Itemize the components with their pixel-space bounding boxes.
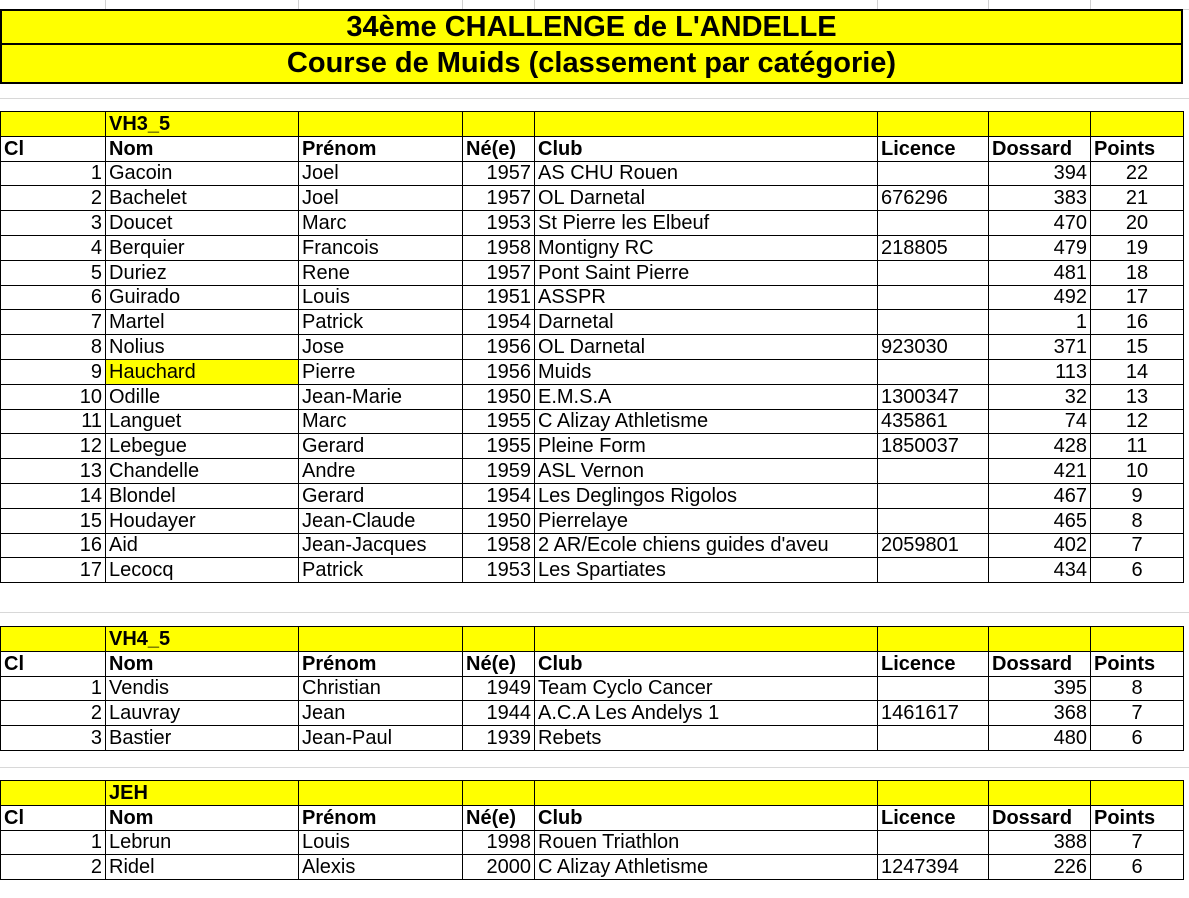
cell-dossard[interactable]: 481 [989, 260, 1091, 285]
table-row [1, 211, 1184, 236]
table-row [1, 459, 1184, 484]
cell-nom[interactable]: Nolius [106, 335, 299, 360]
cell-prenom[interactable]: Patrick [299, 558, 463, 583]
cell-prenom[interactable]: Pierre [299, 359, 463, 384]
empty-row-line [0, 612, 1189, 613]
cell-points[interactable]: 17 [1091, 285, 1184, 310]
cell-prenom[interactable]: Louis [299, 830, 463, 855]
cell-nom[interactable]: Houdayer [106, 508, 299, 533]
cell-ne[interactable]: 1950 [463, 384, 535, 409]
cell-points[interactable]: 13 [1091, 384, 1184, 409]
cell-points[interactable]: 20 [1091, 211, 1184, 236]
cell-cl[interactable]: 1 [1, 161, 106, 186]
table-row [1, 359, 1184, 384]
cell-points[interactable]: 7 [1091, 830, 1184, 855]
table-row [1, 285, 1184, 310]
cell-points[interactable]: 14 [1091, 359, 1184, 384]
cell-dossard[interactable]: 479 [989, 235, 1091, 260]
cell-points[interactable]: 6 [1091, 855, 1184, 880]
cell-licence[interactable] [878, 830, 989, 855]
cell-ne[interactable]: 1955 [463, 434, 535, 459]
cell-ne[interactable]: 1957 [463, 186, 535, 211]
cell-ne[interactable]: 1958 [463, 533, 535, 558]
cell-club[interactable]: ASL Vernon [535, 459, 878, 484]
cell-prenom[interactable]: Alexis [299, 855, 463, 880]
cell-club[interactable]: Montigny RC [535, 235, 878, 260]
cell-nom[interactable]: Gacoin [106, 161, 299, 186]
cell-licence[interactable] [878, 676, 989, 701]
cell-prenom[interactable]: Jose [299, 335, 463, 360]
cell-licence[interactable] [878, 260, 989, 285]
header-licence[interactable]: Licence [878, 136, 989, 161]
header-club[interactable]: Club [535, 651, 878, 676]
band-cell[interactable] [1, 627, 106, 652]
cell-cl[interactable]: 17 [1, 558, 106, 583]
cell-nom[interactable]: Duriez [106, 260, 299, 285]
cell-licence[interactable]: 676296 [878, 186, 989, 211]
empty-row-line [0, 767, 1189, 768]
cell-prenom[interactable]: Gerard [299, 434, 463, 459]
header-prenom[interactable]: Prénom [299, 805, 463, 830]
table-row [1, 830, 1184, 855]
cell-cl[interactable]: 11 [1, 409, 106, 434]
cell-nom[interactable]: Lauvray [106, 701, 299, 726]
cell-club[interactable]: AS CHU Rouen [535, 161, 878, 186]
cell-dossard[interactable]: 434 [989, 558, 1091, 583]
cell-nom[interactable]: Lebrun [106, 830, 299, 855]
cell-dossard[interactable]: 226 [989, 855, 1091, 880]
cell-licence[interactable] [878, 726, 989, 751]
cell-cl[interactable]: 1 [1, 830, 106, 855]
band-cell[interactable] [878, 112, 989, 137]
cell-nom[interactable]: Lebegue [106, 434, 299, 459]
cell-ne[interactable]: 1998 [463, 830, 535, 855]
cell-ne[interactable]: 1949 [463, 676, 535, 701]
cell-ne[interactable]: 2000 [463, 855, 535, 880]
table-row [1, 260, 1184, 285]
header-points[interactable]: Points [1091, 651, 1184, 676]
table-row [1, 335, 1184, 360]
cell-prenom[interactable]: Gerard [299, 483, 463, 508]
cell-points[interactable]: 9 [1091, 483, 1184, 508]
band-cell[interactable] [878, 781, 989, 806]
band-cell[interactable] [989, 781, 1091, 806]
band-cell[interactable] [989, 627, 1091, 652]
header-ne[interactable]: Né(e) [463, 136, 535, 161]
header-row [1, 805, 1184, 830]
table-row [1, 310, 1184, 335]
header-dossard[interactable]: Dossard [989, 805, 1091, 830]
cell-points[interactable]: 18 [1091, 260, 1184, 285]
cell-ne[interactable]: 1956 [463, 359, 535, 384]
header-licence[interactable]: Licence [878, 805, 989, 830]
cell-points[interactable]: 22 [1091, 161, 1184, 186]
cell-ne[interactable]: 1944 [463, 701, 535, 726]
cell-prenom[interactable]: Patrick [299, 310, 463, 335]
cell-club[interactable]: OL Darnetal [535, 335, 878, 360]
cell-nom[interactable]: Vendis [106, 676, 299, 701]
cell-points[interactable]: 16 [1091, 310, 1184, 335]
cell-prenom[interactable]: Andre [299, 459, 463, 484]
cell-club[interactable]: Rebets [535, 726, 878, 751]
table-row [1, 409, 1184, 434]
cell-ne[interactable]: 1953 [463, 211, 535, 236]
cell-dossard[interactable]: 428 [989, 434, 1091, 459]
cell-cl[interactable]: 1 [1, 676, 106, 701]
cell-ne[interactable]: 1958 [463, 235, 535, 260]
header-row [1, 651, 1184, 676]
table-row [1, 186, 1184, 211]
cell-licence[interactable]: 923030 [878, 335, 989, 360]
cell-dossard[interactable]: 395 [989, 676, 1091, 701]
cell-prenom[interactable]: Jean-Marie [299, 384, 463, 409]
table-row [1, 676, 1184, 701]
table-row [1, 483, 1184, 508]
table-row [1, 855, 1184, 880]
cell-points[interactable]: 6 [1091, 558, 1184, 583]
cell-licence[interactable] [878, 483, 989, 508]
cell-dossard[interactable]: 480 [989, 726, 1091, 751]
table-row [1, 701, 1184, 726]
table-row [1, 235, 1184, 260]
header-nom[interactable]: Nom [106, 651, 299, 676]
band-cell[interactable] [1, 112, 106, 137]
cell-club[interactable]: C Alizay Athletisme [535, 855, 878, 880]
cell-licence[interactable]: 2059801 [878, 533, 989, 558]
cell-club[interactable]: Les Deglingos Rigolos [535, 483, 878, 508]
cell-licence[interactable]: 1300347 [878, 384, 989, 409]
cell-cl[interactable]: 16 [1, 533, 106, 558]
cell-nom[interactable]: Languet [106, 409, 299, 434]
cell-prenom[interactable]: Louis [299, 285, 463, 310]
cell-ne[interactable]: 1939 [463, 726, 535, 751]
cell-dossard[interactable]: 470 [989, 211, 1091, 236]
cell-nom[interactable]: Martel [106, 310, 299, 335]
cell-dossard[interactable]: 388 [989, 830, 1091, 855]
table-row [1, 726, 1184, 751]
band-cell[interactable] [535, 627, 878, 652]
header-club[interactable]: Club [535, 805, 878, 830]
band-cell[interactable] [1091, 112, 1184, 137]
cell-dossard[interactable]: 394 [989, 161, 1091, 186]
cell-prenom[interactable]: Jean [299, 701, 463, 726]
cell-dossard[interactable]: 113 [989, 359, 1091, 384]
page-subtitle: Course de Muids (classement par catégorie) [0, 43, 1183, 84]
cell-licence[interactable]: 1850037 [878, 434, 989, 459]
header-ne[interactable]: Né(e) [463, 651, 535, 676]
cell-licence[interactable] [878, 359, 989, 384]
cell-nom[interactable]: Bachelet [106, 186, 299, 211]
cell-ne[interactable]: 1955 [463, 409, 535, 434]
cell-nom[interactable]: Bastier [106, 726, 299, 751]
table-row [1, 508, 1184, 533]
cell-nom[interactable]: Ridel [106, 855, 299, 880]
header-cl[interactable]: Cl [1, 651, 106, 676]
cell-points[interactable]: 21 [1091, 186, 1184, 211]
cell-licence[interactable] [878, 310, 989, 335]
cell-club[interactable]: Pleine Form [535, 434, 878, 459]
cell-club[interactable]: Pont Saint Pierre [535, 260, 878, 285]
cell-points[interactable]: 7 [1091, 533, 1184, 558]
header-cl[interactable]: Cl [1, 136, 106, 161]
cell-licence[interactable] [878, 161, 989, 186]
header-prenom[interactable]: Prénom [299, 136, 463, 161]
cell-nom[interactable]: Odille [106, 384, 299, 409]
cell-club[interactable]: ASSPR [535, 285, 878, 310]
cell-prenom[interactable]: Christian [299, 676, 463, 701]
cell-cl[interactable]: 2 [1, 186, 106, 211]
cell-ne[interactable]: 1957 [463, 161, 535, 186]
cell-ne[interactable]: 1953 [463, 558, 535, 583]
header-points[interactable]: Points [1091, 805, 1184, 830]
band-cell[interactable] [463, 112, 535, 137]
cell-licence[interactable] [878, 285, 989, 310]
cell-ne[interactable]: 1954 [463, 483, 535, 508]
band-cell[interactable] [989, 112, 1091, 137]
cell-licence[interactable] [878, 459, 989, 484]
header-prenom[interactable]: Prénom [299, 651, 463, 676]
cell-club[interactable]: St Pierre les Elbeuf [535, 211, 878, 236]
cell-dossard[interactable]: 492 [989, 285, 1091, 310]
cell-cl[interactable]: 9 [1, 359, 106, 384]
cell-points[interactable]: 12 [1091, 409, 1184, 434]
category-table-vh4-5 [0, 626, 1184, 751]
cell-licence[interactable] [878, 211, 989, 236]
band-cell[interactable] [463, 781, 535, 806]
cell-points[interactable]: 6 [1091, 726, 1184, 751]
band-cell[interactable] [299, 781, 463, 806]
cell-nom[interactable]: Aid [106, 533, 299, 558]
cell-nom[interactable]: Chandelle [106, 459, 299, 484]
category-band-row [1, 781, 1184, 806]
cell-cl[interactable]: 4 [1, 235, 106, 260]
cell-points[interactable]: 8 [1091, 508, 1184, 533]
cell-dossard[interactable]: 1 [989, 310, 1091, 335]
cell-nom[interactable]: Lecocq [106, 558, 299, 583]
cell-cl[interactable]: 6 [1, 285, 106, 310]
cell-prenom[interactable]: Rene [299, 260, 463, 285]
cell-nom[interactable]: Guirado [106, 285, 299, 310]
cell-prenom[interactable]: Marc [299, 211, 463, 236]
category-name[interactable]: VH4_5 [106, 627, 299, 652]
cell-dossard[interactable]: 402 [989, 533, 1091, 558]
cell-club[interactable]: OL Darnetal [535, 186, 878, 211]
cell-club[interactable]: Rouen Triathlon [535, 830, 878, 855]
header-ne[interactable]: Né(e) [463, 805, 535, 830]
category-band-row [1, 112, 1184, 137]
band-cell[interactable] [463, 627, 535, 652]
cell-cl[interactable]: 12 [1, 434, 106, 459]
category-name[interactable]: VH3_5 [106, 112, 299, 137]
table-row [1, 533, 1184, 558]
cell-club[interactable]: 2 AR/Ecole chiens guides d'aveu [535, 533, 878, 558]
cell-dossard[interactable]: 371 [989, 335, 1091, 360]
cell-prenom[interactable]: Jean-Jacques [299, 533, 463, 558]
cell-points[interactable]: 10 [1091, 459, 1184, 484]
cell-club[interactable]: E.M.S.A [535, 384, 878, 409]
cell-licence[interactable]: 1461617 [878, 701, 989, 726]
cell-club[interactable]: Muids [535, 359, 878, 384]
cell-cl[interactable]: 2 [1, 701, 106, 726]
category-table-jeh [0, 780, 1184, 880]
header-club[interactable]: Club [535, 136, 878, 161]
cell-dossard[interactable]: 421 [989, 459, 1091, 484]
empty-row-line [0, 98, 1189, 99]
cell-ne[interactable]: 1959 [463, 459, 535, 484]
cell-club[interactable]: Team Cyclo Cancer [535, 676, 878, 701]
table-row [1, 384, 1184, 409]
cell-ne[interactable]: 1957 [463, 260, 535, 285]
cell-points[interactable]: 8 [1091, 676, 1184, 701]
cell-points[interactable]: 11 [1091, 434, 1184, 459]
band-cell[interactable] [535, 112, 878, 137]
cell-dossard[interactable]: 465 [989, 508, 1091, 533]
cell-cl[interactable]: 2 [1, 855, 106, 880]
band-cell[interactable] [299, 627, 463, 652]
cell-licence[interactable] [878, 558, 989, 583]
cell-prenom[interactable]: Marc [299, 409, 463, 434]
band-cell[interactable] [878, 627, 989, 652]
cell-prenom[interactable]: Francois [299, 235, 463, 260]
cell-club[interactable]: Les Spartiates [535, 558, 878, 583]
cell-nom[interactable]: Doucet [106, 211, 299, 236]
header-nom[interactable]: Nom [106, 136, 299, 161]
cell-dossard[interactable]: 467 [989, 483, 1091, 508]
cell-licence[interactable]: 218805 [878, 235, 989, 260]
cell-cl[interactable]: 13 [1, 459, 106, 484]
cell-cl[interactable]: 15 [1, 508, 106, 533]
header-row [1, 136, 1184, 161]
band-cell[interactable] [535, 781, 878, 806]
cell-ne[interactable]: 1951 [463, 285, 535, 310]
category-name[interactable]: JEH [106, 781, 299, 806]
cell-points[interactable]: 19 [1091, 235, 1184, 260]
cell-licence[interactable]: 1247394 [878, 855, 989, 880]
cell-prenom[interactable]: Jean-Claude [299, 508, 463, 533]
cell-club[interactable]: C Alizay Athletisme [535, 409, 878, 434]
cell-dossard[interactable]: 32 [989, 384, 1091, 409]
table-row [1, 558, 1184, 583]
cell-club[interactable]: Pierrelaye [535, 508, 878, 533]
table-row [1, 434, 1184, 459]
cell-points[interactable]: 7 [1091, 701, 1184, 726]
cell-ne[interactable]: 1954 [463, 310, 535, 335]
cell-prenom[interactable]: Joel [299, 186, 463, 211]
cell-dossard[interactable]: 74 [989, 409, 1091, 434]
cell-cl[interactable]: 8 [1, 335, 106, 360]
cell-prenom[interactable]: Joel [299, 161, 463, 186]
header-licence[interactable]: Licence [878, 651, 989, 676]
cell-club[interactable]: Darnetal [535, 310, 878, 335]
cell-cl[interactable]: 3 [1, 726, 106, 751]
header-dossard[interactable]: Dossard [989, 136, 1091, 161]
category-band-row [1, 627, 1184, 652]
page-title: 34ème CHALLENGE de L'ANDELLE [0, 9, 1183, 45]
category-table-vh3-5 [0, 111, 1184, 583]
cell-cl[interactable]: 14 [1, 483, 106, 508]
band-cell[interactable] [1091, 627, 1184, 652]
cell-points[interactable]: 15 [1091, 335, 1184, 360]
cell-nom[interactable]: Berquier [106, 235, 299, 260]
header-nom[interactable]: Nom [106, 805, 299, 830]
cell-dossard[interactable]: 368 [989, 701, 1091, 726]
cell-club[interactable]: A.C.A Les Andelys 1 [535, 701, 878, 726]
header-cl[interactable]: Cl [1, 805, 106, 830]
header-points[interactable]: Points [1091, 136, 1184, 161]
cell-cl[interactable]: 3 [1, 211, 106, 236]
cell-ne[interactable]: 1950 [463, 508, 535, 533]
cell-prenom[interactable]: Jean-Paul [299, 726, 463, 751]
cell-dossard[interactable]: 383 [989, 186, 1091, 211]
band-cell[interactable] [299, 112, 463, 137]
cell-nom[interactable]: Blondel [106, 483, 299, 508]
band-cell[interactable] [1, 781, 106, 806]
cell-cl[interactable]: 10 [1, 384, 106, 409]
header-dossard[interactable]: Dossard [989, 651, 1091, 676]
table-row [1, 161, 1184, 186]
cell-nom[interactable]: Hauchard [106, 359, 299, 384]
cell-licence[interactable] [878, 508, 989, 533]
cell-cl[interactable]: 7 [1, 310, 106, 335]
cell-cl[interactable]: 5 [1, 260, 106, 285]
cell-licence[interactable]: 435861 [878, 409, 989, 434]
cell-ne[interactable]: 1956 [463, 335, 535, 360]
band-cell[interactable] [1091, 781, 1184, 806]
